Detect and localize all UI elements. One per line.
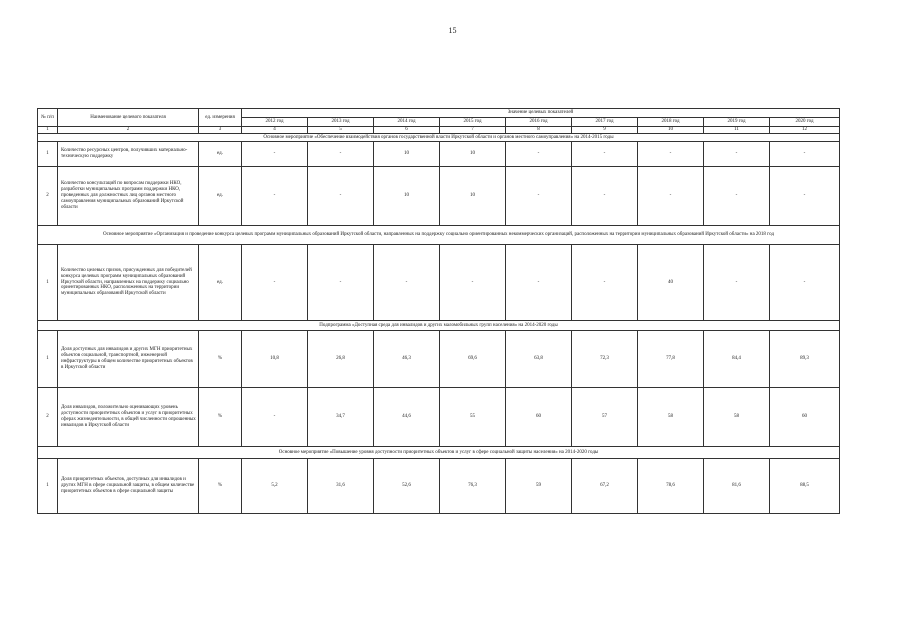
col-number: 4 bbox=[242, 127, 308, 134]
row-value: 44,6 bbox=[374, 388, 440, 447]
row-value: 10 bbox=[440, 142, 506, 167]
row-value: 34,7 bbox=[308, 388, 374, 447]
row-value: 10 bbox=[374, 142, 440, 167]
header-name: Наименование целевого показателя bbox=[58, 109, 199, 127]
row-name: Доля доступных для инвалидов и других МГН приоритетных объектов социальной, транспортной, инженерной инфраструктуры в общем количестве приоритетных объектов в Иркутской области bbox=[58, 331, 199, 388]
header-values-group: Значение целевых показателей bbox=[242, 109, 840, 118]
row-unit: ед. bbox=[199, 142, 242, 167]
row-value: 40 bbox=[638, 245, 704, 321]
section-title: Подпрограмма «Доступная среда для инвалидов и других маломобильных групп населения» на 2014-2020 годы bbox=[38, 321, 840, 331]
col-number: 2 bbox=[58, 127, 199, 134]
row-value: 81,6 bbox=[704, 459, 770, 514]
col-number: 5 bbox=[308, 127, 374, 134]
header-year: 2019 год bbox=[704, 118, 770, 127]
row-value: 55 bbox=[440, 388, 506, 447]
section-title: Основное мероприятие «Обеспечение взаимодействия органов государственной власти Иркутской области и органов местного самоуправления» на 2014-2015 годы bbox=[38, 134, 840, 142]
row-num: 2 bbox=[38, 388, 58, 447]
row-num: 2 bbox=[38, 167, 58, 226]
row-value: 58 bbox=[704, 388, 770, 447]
row-value: - bbox=[242, 142, 308, 167]
row-unit: % bbox=[199, 331, 242, 388]
row-value: - bbox=[770, 245, 840, 321]
row-name: Количество целевых призов, присужденных для победителей конкурса целевых программ муниципальных образований Иркутской области, направленных на поддержку социально ориентированных НКО, расположенных на территории муниципальных образований Иркутской области bbox=[58, 245, 199, 321]
row-unit: % bbox=[199, 459, 242, 514]
table-row bbox=[38, 167, 840, 226]
row-value: - bbox=[770, 167, 840, 226]
header-year: 2018 год bbox=[638, 118, 704, 127]
header-year: 2013 год bbox=[308, 118, 374, 127]
row-num: 1 bbox=[38, 245, 58, 321]
row-value: 57 bbox=[572, 388, 638, 447]
row-value: 10 bbox=[374, 167, 440, 226]
col-number: 9 bbox=[572, 127, 638, 134]
row-name: Доля инвалидов, положительно оценивающих уровень доступности приоритетных объектов и услуг в приоритетных сферах жизнедеятельности, в общей численности опрошенных инвалидов в Иркутской области bbox=[58, 388, 199, 447]
row-value: - bbox=[572, 245, 638, 321]
row-value: 60 bbox=[770, 388, 840, 447]
row-value: 67,2 bbox=[572, 459, 638, 514]
row-value: 5,2 bbox=[242, 459, 308, 514]
row-value: 58 bbox=[638, 388, 704, 447]
header-year: 2012 год bbox=[242, 118, 308, 127]
row-value: - bbox=[704, 167, 770, 226]
row-value: 78,6 bbox=[638, 459, 704, 514]
section-title: Основное мероприятие «Организация и проведение конкурса целевых программ муниципальных образований Иркутской области, направленных на поддержку социально ориентированных некоммерческих организаций, расположенных на территории муниципальных образований Иркутской области» на 2018 год bbox=[38, 226, 840, 245]
row-value: 10,8 bbox=[242, 331, 308, 388]
row-value: - bbox=[704, 245, 770, 321]
col-number: 8 bbox=[506, 127, 572, 134]
row-num: 1 bbox=[38, 331, 58, 388]
col-number: 7 bbox=[440, 127, 506, 134]
row-name: Доля приоритетных объектов, доступных для инвалидов и других МГН в сфере социальной защиты, в общем количестве приоритетных объектов в сфере социальной защиты bbox=[58, 459, 199, 514]
col-number: 10 bbox=[638, 127, 704, 134]
row-unit: ед. bbox=[199, 245, 242, 321]
col-number: 6 bbox=[374, 127, 440, 134]
row-value: - bbox=[572, 167, 638, 226]
row-value: - bbox=[440, 245, 506, 321]
row-value: - bbox=[242, 388, 308, 447]
row-name: Количество консультаций по вопросам поддержки НКО, разработки муниципальных программ поддержки НКО, проведенных для должностных лиц органов местного самоуправления муниципальных образований Иркутской области bbox=[58, 167, 199, 226]
row-value: 46,3 bbox=[374, 331, 440, 388]
table-row bbox=[38, 142, 840, 167]
row-value: - bbox=[308, 142, 374, 167]
section-title: Основное мероприятие «Повышение уровня доступности приоритетных объектов и услуг в сфере социальной защиты населения» на 2014-2020 годы bbox=[38, 447, 840, 459]
header-year: 2020 год bbox=[770, 118, 840, 127]
col-number: 1 bbox=[38, 127, 58, 134]
table-row bbox=[38, 459, 840, 514]
header-year: 2014 год bbox=[374, 118, 440, 127]
row-name: Количество ресурсных центров, получивших материально-техническую поддержку bbox=[58, 142, 199, 167]
row-value: - bbox=[242, 167, 308, 226]
row-value: - bbox=[638, 167, 704, 226]
row-value: - bbox=[506, 167, 572, 226]
row-value: - bbox=[704, 142, 770, 167]
table-row bbox=[38, 245, 840, 321]
header-year: 2017 год bbox=[572, 118, 638, 127]
table-row bbox=[38, 388, 840, 447]
row-value: - bbox=[572, 142, 638, 167]
row-value: - bbox=[506, 245, 572, 321]
row-value: 60 bbox=[506, 388, 572, 447]
header-year: 2016 год bbox=[506, 118, 572, 127]
target-indicators-table bbox=[37, 108, 840, 514]
row-value: 84,4 bbox=[704, 331, 770, 388]
row-value: 88,5 bbox=[770, 459, 840, 514]
row-value: - bbox=[308, 167, 374, 226]
row-value: - bbox=[308, 245, 374, 321]
row-value: 26,8 bbox=[308, 331, 374, 388]
row-value: - bbox=[770, 142, 840, 167]
row-num: 1 bbox=[38, 459, 58, 514]
row-unit: % bbox=[199, 388, 242, 447]
row-unit: ед. bbox=[199, 167, 242, 226]
row-value: 72,3 bbox=[572, 331, 638, 388]
row-value: 31,6 bbox=[308, 459, 374, 514]
col-number: 3 bbox=[199, 127, 242, 134]
col-number: 12 bbox=[770, 127, 840, 134]
row-value: 89,3 bbox=[770, 331, 840, 388]
page-number: 15 bbox=[448, 26, 457, 35]
row-value: - bbox=[374, 245, 440, 321]
col-number: 11 bbox=[704, 127, 770, 134]
row-value: 76,3 bbox=[440, 459, 506, 514]
table-row bbox=[38, 331, 840, 388]
row-value: 10 bbox=[440, 167, 506, 226]
row-value: - bbox=[242, 245, 308, 321]
row-value: 52,6 bbox=[374, 459, 440, 514]
row-value: 69,6 bbox=[440, 331, 506, 388]
header-year: 2015 год bbox=[440, 118, 506, 127]
row-value: 59 bbox=[506, 459, 572, 514]
row-value: - bbox=[638, 142, 704, 167]
header-num: № п/п bbox=[38, 109, 58, 127]
row-value: 77,8 bbox=[638, 331, 704, 388]
row-value: 63,8 bbox=[506, 331, 572, 388]
header-unit: ед. измерения bbox=[199, 109, 242, 127]
row-value: - bbox=[506, 142, 572, 167]
row-num: 1 bbox=[38, 142, 58, 167]
